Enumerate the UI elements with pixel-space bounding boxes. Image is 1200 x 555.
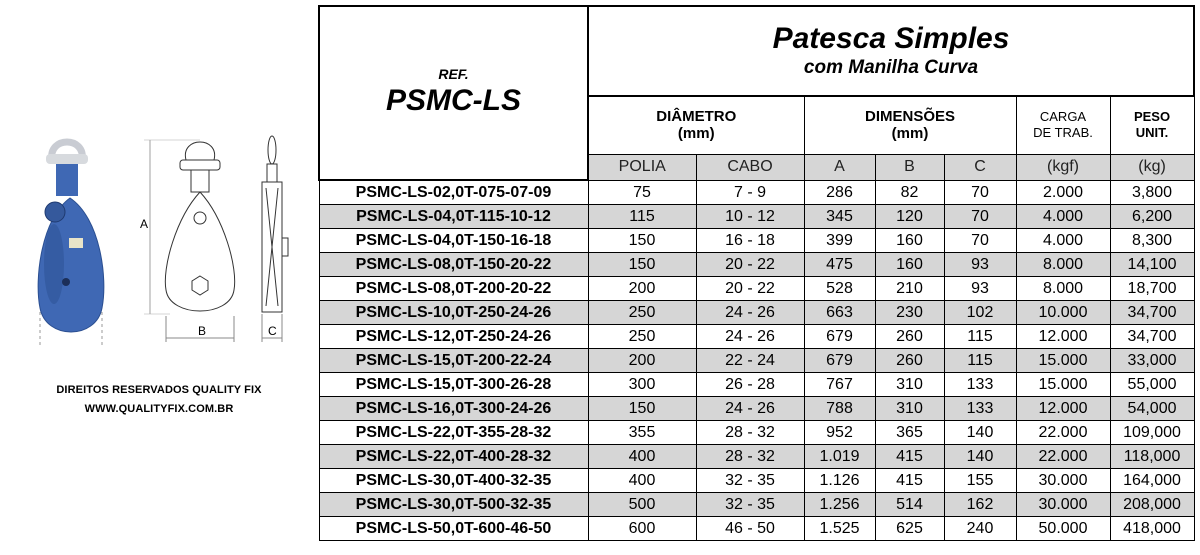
copyright-notice: DIREITOS RESERVADOS QUALITY FIX bbox=[56, 384, 262, 396]
cell-c: 70 bbox=[944, 229, 1016, 253]
table-row bbox=[319, 205, 1194, 229]
cell-cabo: 32 - 35 bbox=[696, 493, 804, 517]
cell-polia: 400 bbox=[588, 445, 696, 469]
cell-polia: 200 bbox=[588, 349, 696, 373]
cell-a: 1.126 bbox=[804, 469, 875, 493]
cell-a: 663 bbox=[804, 301, 875, 325]
cell-a: 286 bbox=[804, 180, 875, 205]
cell-cabo: 28 - 32 bbox=[696, 421, 804, 445]
cell-cabo: 26 - 28 bbox=[696, 373, 804, 397]
cell-a: 1.019 bbox=[804, 445, 875, 469]
cell-model: PSMC-LS-22,0T-355-28-32 bbox=[319, 421, 588, 445]
cell-cabo: 22 - 24 bbox=[696, 349, 804, 373]
load-heading: CARGA bbox=[1039, 109, 1087, 125]
dimensions-unit: (mm) bbox=[891, 125, 929, 143]
cell-a: 788 bbox=[804, 397, 875, 421]
cell-model: PSMC-LS-16,0T-300-24-26 bbox=[319, 397, 588, 421]
cell-carga: 30.000 bbox=[1016, 469, 1110, 493]
cell-cabo: 20 - 22 bbox=[696, 277, 804, 301]
cell-peso: 34,700 bbox=[1110, 301, 1194, 325]
reference-cell bbox=[319, 6, 588, 180]
pulley-photo bbox=[38, 142, 104, 346]
table-row bbox=[319, 397, 1194, 421]
col-header-carga-unit: (kgf) bbox=[1016, 154, 1110, 180]
cell-model: PSMC-LS-02,0T-075-07-09 bbox=[319, 180, 588, 205]
cell-polia: 300 bbox=[588, 373, 696, 397]
table-row bbox=[319, 421, 1194, 445]
cell-carga: 15.000 bbox=[1016, 349, 1110, 373]
table-row bbox=[319, 180, 1194, 205]
cell-carga: 12.000 bbox=[1016, 397, 1110, 421]
table-row bbox=[319, 349, 1194, 373]
cell-peso: 118,000 bbox=[1110, 445, 1194, 469]
cell-cabo: 28 - 32 bbox=[696, 445, 804, 469]
cell-cabo: 32 - 35 bbox=[696, 469, 804, 493]
cell-c: 133 bbox=[944, 373, 1016, 397]
dimension-b-label: B bbox=[198, 324, 207, 338]
cell-cabo: 24 - 26 bbox=[696, 397, 804, 421]
cell-a: 952 bbox=[804, 421, 875, 445]
diameter-group-header bbox=[588, 96, 804, 154]
cell-polia: 250 bbox=[588, 301, 696, 325]
cell-b: 82 bbox=[875, 180, 944, 205]
weight-header bbox=[1110, 96, 1194, 154]
table-row bbox=[319, 277, 1194, 301]
cell-b: 260 bbox=[875, 325, 944, 349]
cell-polia: 75 bbox=[588, 180, 696, 205]
cell-a: 1.256 bbox=[804, 493, 875, 517]
cell-cabo: 46 - 50 bbox=[696, 517, 804, 541]
cell-carga: 8.000 bbox=[1016, 277, 1110, 301]
cell-a: 399 bbox=[804, 229, 875, 253]
cell-carga: 22.000 bbox=[1016, 421, 1110, 445]
dimension-a-label: A bbox=[140, 217, 149, 231]
cell-a: 679 bbox=[804, 325, 875, 349]
cell-model: PSMC-LS-30,0T-400-32-35 bbox=[319, 469, 588, 493]
dimensions-heading: DIMENSÕES bbox=[864, 108, 955, 126]
cell-c: 70 bbox=[944, 205, 1016, 229]
cell-peso: 164,000 bbox=[1110, 469, 1194, 493]
cell-polia: 150 bbox=[588, 229, 696, 253]
cell-b: 120 bbox=[875, 205, 944, 229]
cell-cabo: 24 - 26 bbox=[696, 301, 804, 325]
cell-b: 625 bbox=[875, 517, 944, 541]
dimensions-group-header bbox=[804, 96, 1016, 154]
cell-cabo: 16 - 18 bbox=[696, 229, 804, 253]
cell-model: PSMC-LS-30,0T-500-32-35 bbox=[319, 493, 588, 517]
table-row bbox=[319, 325, 1194, 349]
cell-a: 679 bbox=[804, 349, 875, 373]
cell-carga: 30.000 bbox=[1016, 493, 1110, 517]
cell-a: 528 bbox=[804, 277, 875, 301]
cell-a: 345 bbox=[804, 205, 875, 229]
cell-polia: 250 bbox=[588, 325, 696, 349]
table-row bbox=[319, 493, 1194, 517]
cell-carga: 4.000 bbox=[1016, 229, 1110, 253]
table-row bbox=[319, 517, 1194, 541]
cell-model: PSMC-LS-50,0T-600-46-50 bbox=[319, 517, 588, 541]
cell-peso: 34,700 bbox=[1110, 325, 1194, 349]
product-subtitle: com Manilha Curva bbox=[803, 57, 979, 78]
diameter-heading: DIÂMETRO bbox=[656, 108, 737, 126]
cell-c: 140 bbox=[944, 445, 1016, 469]
cell-peso: 208,000 bbox=[1110, 493, 1194, 517]
cell-peso: 18,700 bbox=[1110, 277, 1194, 301]
cell-b: 260 bbox=[875, 349, 944, 373]
cell-model: PSMC-LS-08,0T-150-20-22 bbox=[319, 253, 588, 277]
weight-heading-line2: UNIT. bbox=[1135, 125, 1169, 141]
cell-c: 133 bbox=[944, 397, 1016, 421]
cell-carga: 10.000 bbox=[1016, 301, 1110, 325]
weight-heading: PESO bbox=[1133, 109, 1171, 125]
dimension-a-marker bbox=[140, 140, 200, 314]
cell-b: 310 bbox=[875, 373, 944, 397]
cell-polia: 200 bbox=[588, 277, 696, 301]
cell-model: PSMC-LS-15,0T-300-26-28 bbox=[319, 373, 588, 397]
cell-polia: 500 bbox=[588, 493, 696, 517]
cell-c: 140 bbox=[944, 421, 1016, 445]
table-row bbox=[319, 445, 1194, 469]
cell-peso: 3,800 bbox=[1110, 180, 1194, 205]
col-header-b: B bbox=[875, 154, 944, 180]
cell-a: 475 bbox=[804, 253, 875, 277]
cell-model: PSMC-LS-04,0T-115-10-12 bbox=[319, 205, 588, 229]
cell-b: 160 bbox=[875, 229, 944, 253]
reference-label: REF. bbox=[438, 66, 469, 82]
cell-carga: 22.000 bbox=[1016, 445, 1110, 469]
cell-c: 115 bbox=[944, 325, 1016, 349]
reference-code: PSMC-LS bbox=[386, 84, 521, 117]
cell-c: 240 bbox=[944, 517, 1016, 541]
cell-c: 155 bbox=[944, 469, 1016, 493]
cell-polia: 115 bbox=[588, 205, 696, 229]
cell-polia: 150 bbox=[588, 253, 696, 277]
specification-table bbox=[318, 5, 1195, 541]
cell-model: PSMC-LS-12,0T-250-24-26 bbox=[319, 325, 588, 349]
cell-peso: 109,000 bbox=[1110, 421, 1194, 445]
table-row bbox=[319, 469, 1194, 493]
cell-a: 1.525 bbox=[804, 517, 875, 541]
cell-peso: 418,000 bbox=[1110, 517, 1194, 541]
cell-a: 767 bbox=[804, 373, 875, 397]
cell-b: 415 bbox=[875, 445, 944, 469]
cell-model: PSMC-LS-08,0T-200-20-22 bbox=[319, 277, 588, 301]
cell-polia: 400 bbox=[588, 469, 696, 493]
diameter-unit: (mm) bbox=[677, 125, 715, 143]
product-title: Patesca Simples bbox=[772, 22, 1010, 55]
cell-b: 514 bbox=[875, 493, 944, 517]
cell-cabo: 7 - 9 bbox=[696, 180, 804, 205]
dimension-c-label: C bbox=[268, 324, 277, 338]
table-row bbox=[319, 253, 1194, 277]
cell-c: 115 bbox=[944, 349, 1016, 373]
website-address: WWW.QUALITYFIX.COM.BR bbox=[84, 403, 234, 415]
col-header-cabo: CABO bbox=[696, 154, 804, 180]
cell-b: 210 bbox=[875, 277, 944, 301]
cell-peso: 8,300 bbox=[1110, 229, 1194, 253]
cell-c: 70 bbox=[944, 180, 1016, 205]
table-body bbox=[319, 180, 1194, 541]
col-header-peso-unit: (kg) bbox=[1110, 154, 1194, 180]
cell-c: 93 bbox=[944, 253, 1016, 277]
table-row bbox=[319, 229, 1194, 253]
cell-carga: 12.000 bbox=[1016, 325, 1110, 349]
col-header-polia: POLIA bbox=[588, 154, 696, 180]
col-header-c: C bbox=[944, 154, 1016, 180]
cell-carga: 2.000 bbox=[1016, 180, 1110, 205]
cell-model: PSMC-LS-10,0T-250-24-26 bbox=[319, 301, 588, 325]
cell-peso: 54,000 bbox=[1110, 397, 1194, 421]
cell-b: 160 bbox=[875, 253, 944, 277]
cell-peso: 6,200 bbox=[1110, 205, 1194, 229]
title-cell bbox=[588, 6, 1194, 96]
cell-peso: 33,000 bbox=[1110, 349, 1194, 373]
cell-cabo: 20 - 22 bbox=[696, 253, 804, 277]
cell-model: PSMC-LS-04,0T-150-16-18 bbox=[319, 229, 588, 253]
table-row bbox=[319, 301, 1194, 325]
cell-peso: 14,100 bbox=[1110, 253, 1194, 277]
cell-model: PSMC-LS-22,0T-400-28-32 bbox=[319, 445, 588, 469]
product-illustration-panel bbox=[0, 0, 318, 555]
cell-carga: 15.000 bbox=[1016, 373, 1110, 397]
cell-c: 93 bbox=[944, 277, 1016, 301]
cell-b: 365 bbox=[875, 421, 944, 445]
pulley-technical-drawing bbox=[20, 128, 305, 350]
table-row bbox=[319, 373, 1194, 397]
cell-carga: 50.000 bbox=[1016, 517, 1110, 541]
cell-polia: 600 bbox=[588, 517, 696, 541]
pulley-side-view bbox=[262, 136, 288, 342]
cell-c: 102 bbox=[944, 301, 1016, 325]
cell-model: PSMC-LS-15,0T-200-22-24 bbox=[319, 349, 588, 373]
cell-b: 310 bbox=[875, 397, 944, 421]
cell-cabo: 10 - 12 bbox=[696, 205, 804, 229]
load-header bbox=[1016, 96, 1110, 154]
cell-polia: 355 bbox=[588, 421, 696, 445]
cell-cabo: 24 - 26 bbox=[696, 325, 804, 349]
cell-peso: 55,000 bbox=[1110, 373, 1194, 397]
cell-c: 162 bbox=[944, 493, 1016, 517]
load-heading-line2: DE TRAB. bbox=[1033, 125, 1093, 141]
cell-b: 415 bbox=[875, 469, 944, 493]
cell-carga: 8.000 bbox=[1016, 253, 1110, 277]
cell-polia: 150 bbox=[588, 397, 696, 421]
pulley-front-view bbox=[165, 142, 234, 342]
col-header-a: A bbox=[804, 154, 875, 180]
cell-b: 230 bbox=[875, 301, 944, 325]
cell-carga: 4.000 bbox=[1016, 205, 1110, 229]
